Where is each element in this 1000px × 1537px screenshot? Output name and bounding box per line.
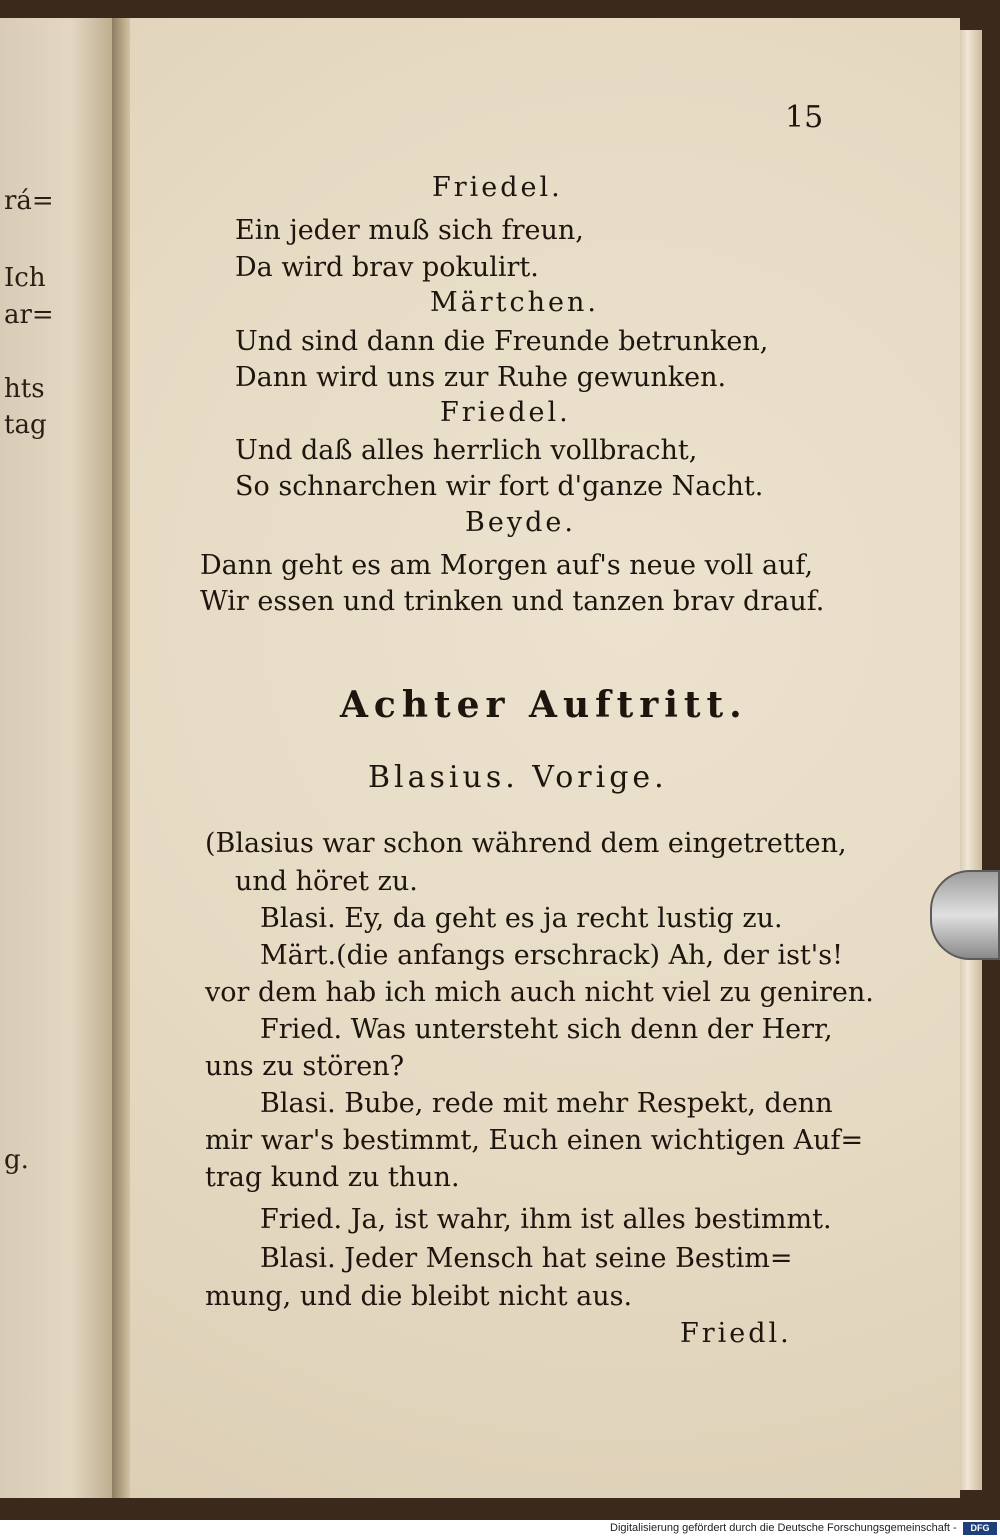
stage-direction: (Blasius war schon während dem eingetretten, xyxy=(205,828,847,859)
dialogue-line: vor dem hab ich mich auch nicht viel zu geniren. xyxy=(205,977,874,1008)
left-page-fragment: tag xyxy=(4,410,47,440)
left-page-fragment: hts xyxy=(4,374,45,404)
left-page-fragment: ar= xyxy=(4,300,54,330)
left-page-fragment: Ich xyxy=(4,263,46,293)
speaker-label: Friedel. xyxy=(440,397,571,428)
verse-line: Und daß alles herrlich vollbracht, xyxy=(235,435,698,466)
speaker-label: Beyde. xyxy=(465,507,576,538)
dialogue-line: trag kund zu thun. xyxy=(205,1162,460,1193)
scene-heading: Achter Auftritt. xyxy=(340,684,748,726)
catchword: Friedl. xyxy=(680,1318,792,1349)
verse-line: Wir essen und trinken und tanzen brav drauf. xyxy=(200,586,825,617)
speaker-label: Märtchen. xyxy=(430,287,599,318)
dialogue-line: uns zu stören? xyxy=(205,1051,405,1082)
digitization-credit: Digitalisierung gefördert durch die Deutsche Forschungsgemeinschaft - xyxy=(610,1522,957,1534)
page-edge xyxy=(958,30,982,1490)
dialogue-line: mung, und die bleibt nicht aus. xyxy=(205,1281,633,1312)
dialogue-line: Blasi. Bube, rede mit mehr Respekt, denn xyxy=(260,1088,833,1119)
left-page-edge xyxy=(0,18,118,1498)
bookmark-clip xyxy=(930,870,1000,960)
scene-cast: Blasius. Vorige. xyxy=(368,760,668,795)
dialogue-line: Blasi. Ey, da geht es ja recht lustig zu. xyxy=(260,903,783,934)
verse-line: So schnarchen wir fort d'ganze Nacht. xyxy=(235,471,764,502)
verse-line: Und sind dann die Freunde betrunken, xyxy=(235,326,769,357)
stage-direction: und höret zu. xyxy=(235,866,418,897)
dialogue-line: Blasi. Jeder Mensch hat seine Bestim= xyxy=(260,1243,793,1274)
verse-line: Dann geht es am Morgen auf's neue voll auf, xyxy=(200,550,814,581)
dialogue-line: Fried. Was untersteht sich denn der Herr, xyxy=(260,1014,833,1045)
page-number: 15 xyxy=(785,100,824,135)
dfg-logo: DFG xyxy=(963,1522,997,1535)
verse-line: Da wird brav pokulirt. xyxy=(235,252,539,283)
verse-line: Dann wird uns zur Ruhe gewunken. xyxy=(235,362,727,393)
verse-line: Ein jeder muß sich freun, xyxy=(235,215,584,246)
left-page-fragment: rá= xyxy=(4,186,54,216)
dialogue-line: Fried. Ja, ist wahr, ihm ist alles bestimmt. xyxy=(260,1204,832,1235)
left-page-fragment: g. xyxy=(4,1145,29,1175)
speaker-label: Friedel. xyxy=(432,172,563,203)
dialogue-line: Märt.(die anfangs erschrack) Ah, der ist's! xyxy=(260,940,843,971)
dialogue-line: mir war's bestimmt, Euch einen wichtigen Auf= xyxy=(205,1125,864,1156)
